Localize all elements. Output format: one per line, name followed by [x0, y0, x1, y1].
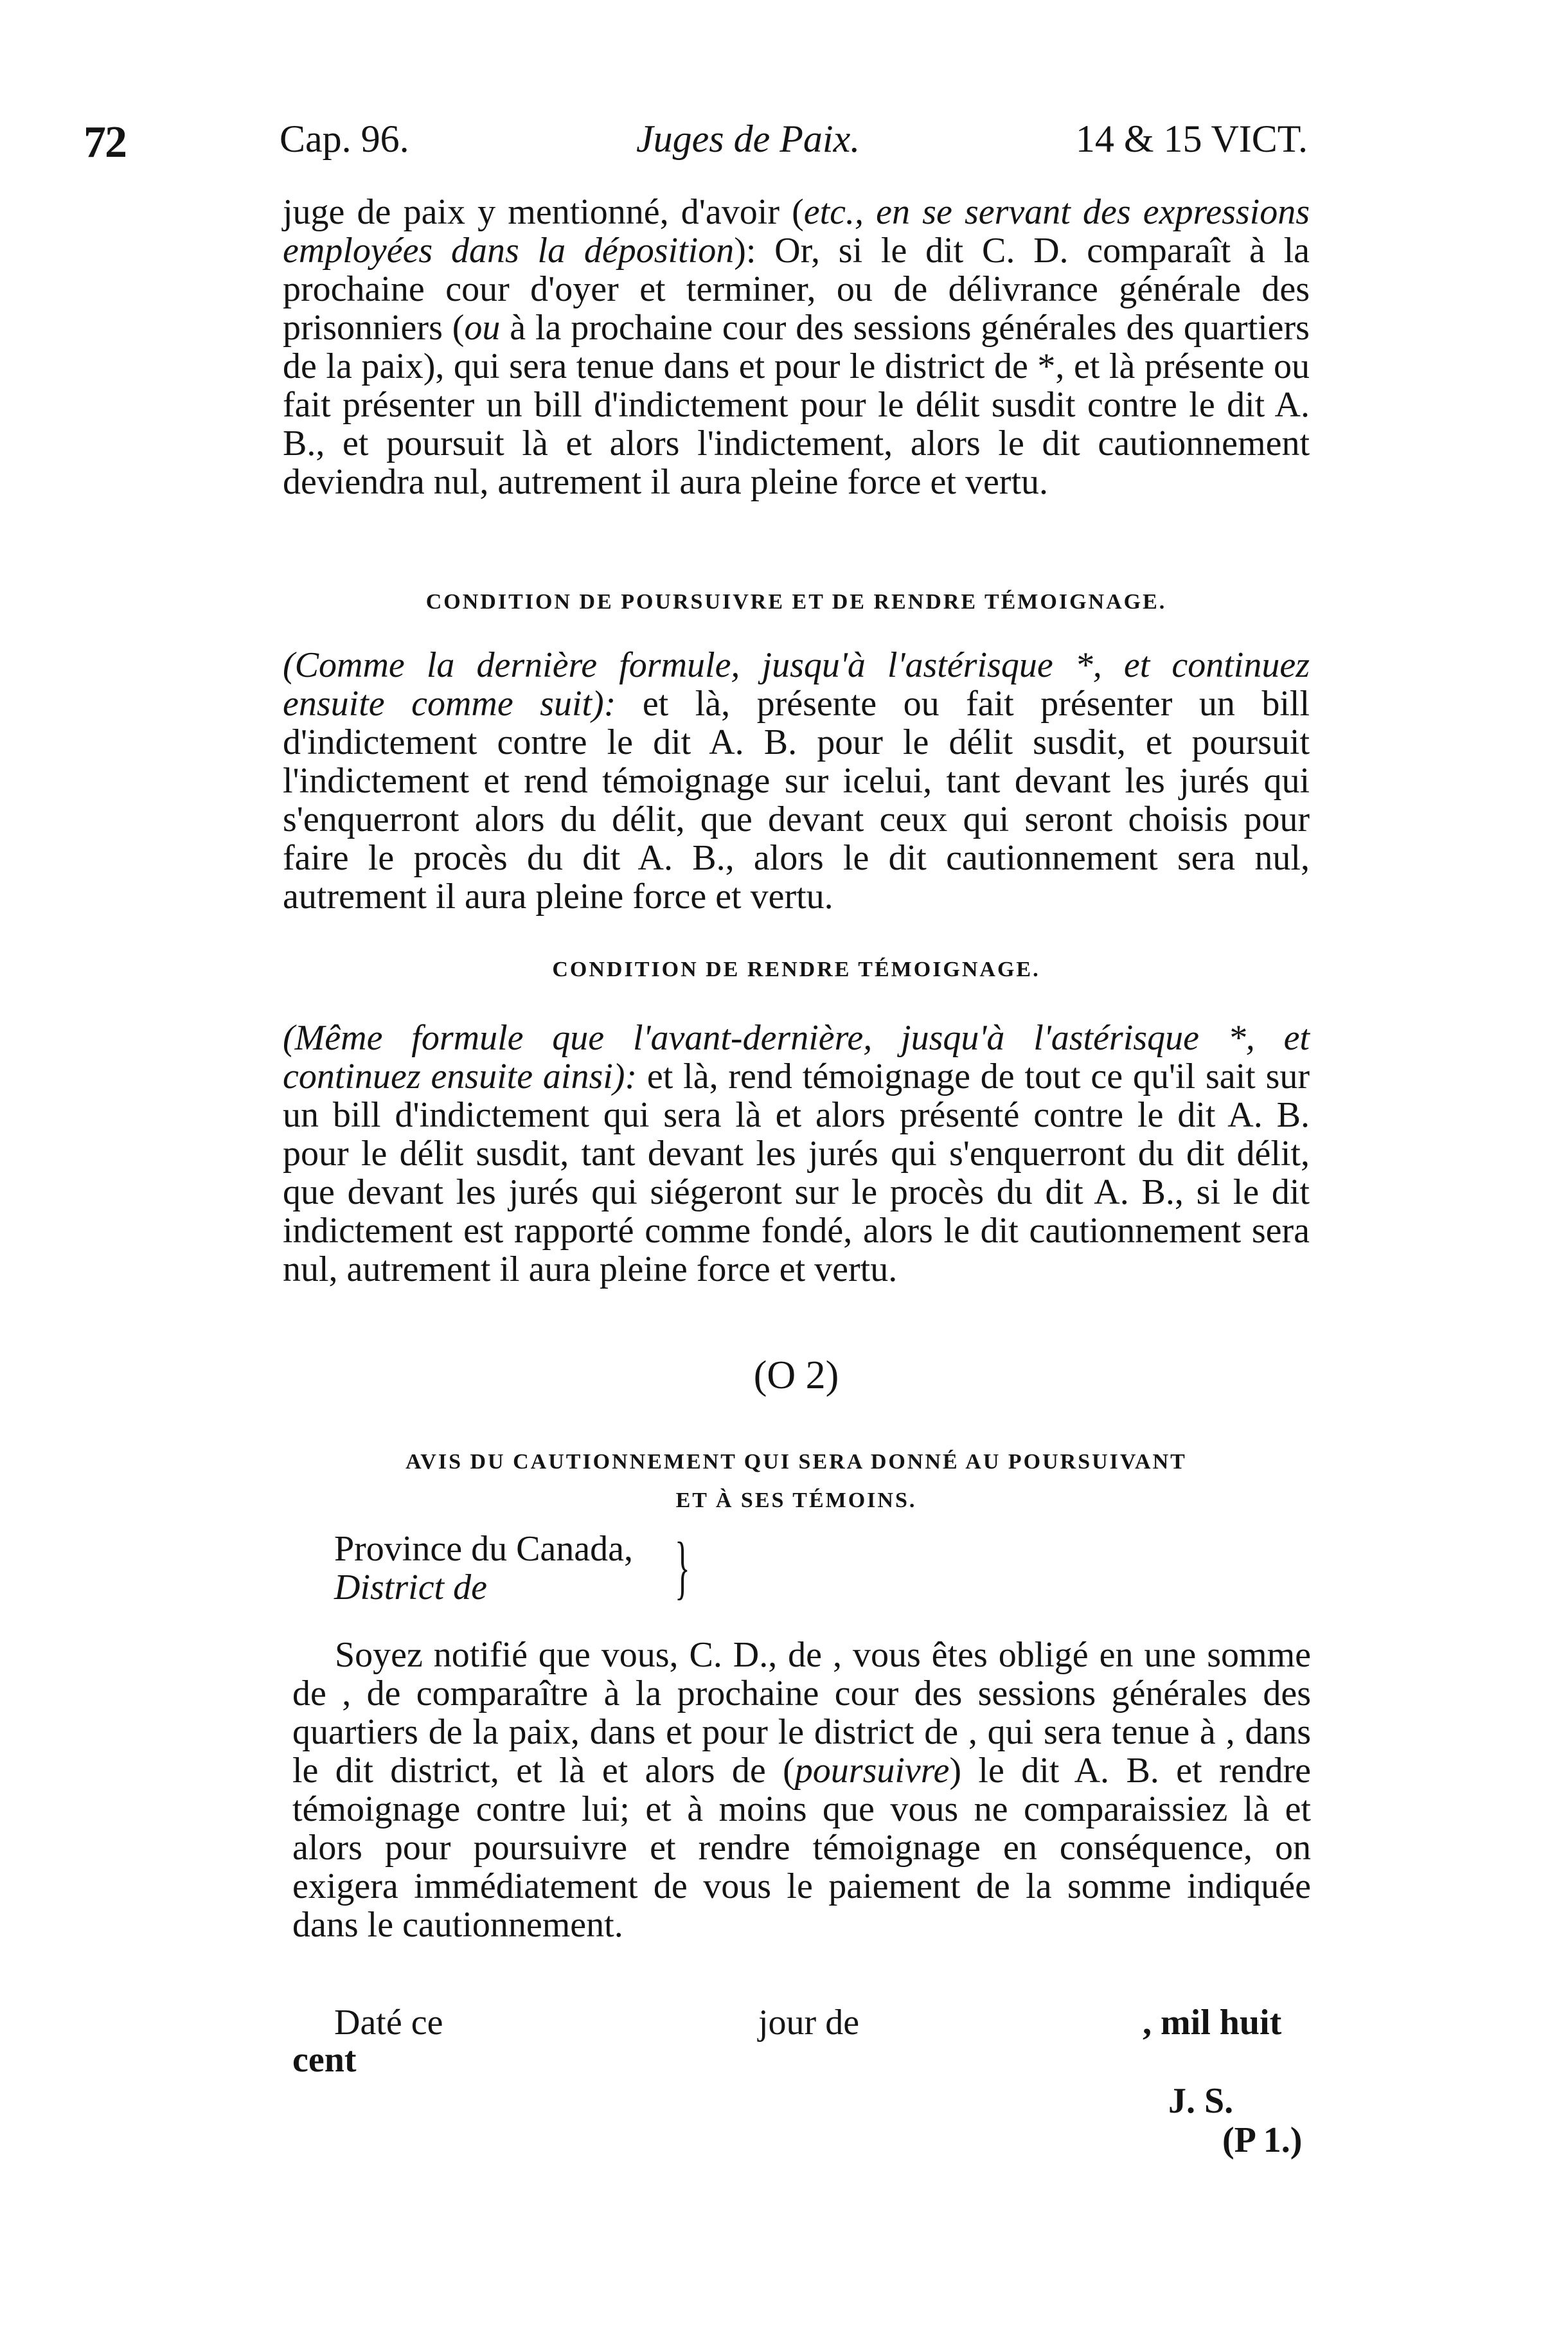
notice-body-paragraph	[292, 1636, 1311, 1944]
para1-text-a: juge de paix y mentionné, d'avoir (	[283, 192, 804, 232]
notice-title-line1: AVIS DU CAUTIONNEMENT QUI SERA DONNÉ AU POURSUIVANT	[405, 1450, 1187, 1474]
day-label: jour de	[758, 2003, 860, 2043]
notice-title	[283, 1443, 1310, 1520]
year-label: , mil huit	[1143, 2003, 1282, 2043]
para1-text-c: à la prochaine cour des sessions générales des quartiers de la paix), qui sera tenue dans et pour le district de *, et là présente ou fait présenter un bill d'indictement pour le délit susdit contre le dit A. B., et poursuit là et alors l'indictement, alors le dit cautionnement deviendra nul, autrement il aura pleine force et vertu.	[283, 308, 1310, 502]
para1-text-b: ): Or, si le dit C. D. comparaît à la prochaine cour d'oyer et terminer, ou de délivrance générale des prisonniers (	[283, 231, 1310, 348]
para3-italic: (Même formule que l'avant-dernière, jusqu'à l'astérisque *, et continuez ensuite ainsi):	[283, 1018, 1310, 1096]
form-code: (O 2)	[753, 1354, 839, 1397]
running-head	[280, 117, 1308, 168]
section-heading-testify: CONDITION DE RENDRE TÉMOIGNAGE.	[552, 958, 1040, 981]
running-head-regnal-year: 14 & 15 VICT.	[1075, 118, 1308, 160]
section-heading-prosecute-and-testify: CONDITION DE POURSUIVRE ET DE RENDRE TÉMOIGNAGE.	[425, 590, 1167, 614]
notice-text-b: ) le dit A. B. et rendre témoignage contre lui; et à moins que vous ne comparaissiez là et alors pour poursuivre et rendre témoignage en conséquence, on exigera immédiatement de vous le paiement de la somme indiquée dans le cautionnement.	[292, 1751, 1311, 1945]
para3-text: et là, rend témoignage de tout ce qu'il sait sur un bill d'indictement qui sera là et alors présenté contre le dit A. B. pour le délit susdit, tant devant les jurés qui s'enquerront du dit délit, que devant les jurés qui siégeront sur le procès du dit A. B., si le dit indictement est rapporté comme fondé, alors le dit cautionnement sera nul, autrement il aura pleine force et vertu.	[283, 1057, 1310, 1289]
venue-caption	[334, 1530, 633, 1607]
notice-title-line2: ET À SES TÉMOINS.	[675, 1488, 917, 1512]
para1-italic-b: ou	[464, 308, 501, 348]
caption-district: District de	[334, 1568, 487, 1607]
para2-text: et là, présente ou fait présenter un bill d'indictement contre le dit A. B. pour le délit susdit, et poursuit l'indictement et rend témoignage sur icelui, tant devant les jurés qui s'enquerront alors du délit, que devant ceux qui seront choisis pour faire le procès du dit A. B., alors le dit cautionnement sera nul, autrement il aura pleine force et vertu.	[283, 684, 1310, 916]
cent-label: cent	[292, 2040, 357, 2080]
notice-italic: poursuivre	[794, 1751, 950, 1791]
dated-label: Daté ce	[334, 2003, 443, 2043]
page-number: 72	[84, 118, 126, 167]
condition-prosecute-paragraph	[283, 646, 1310, 916]
running-head-title: Juges de Paix.	[636, 118, 860, 160]
caption-brace: }	[675, 1528, 690, 1606]
bond-condition-paragraph	[283, 193, 1310, 501]
running-head-chapter: Cap. 96.	[280, 118, 409, 160]
condition-testify-paragraph	[283, 1019, 1310, 1289]
notice-text-a: Soyez notifié que vous, C. D., de , vous êtes obligé en une somme de , de comparaître à la prochaine cour des sessions générales des quartiers de la paix, dans et pour le district de , qui sera tenue à , dans le dit district, et là et alors de (	[292, 1635, 1311, 1791]
para2-italic: (Comme la dernière formule, jusqu'à l'astérisque *, et continuez ensuite comme suit):	[283, 645, 1310, 724]
para1-italic-a: etc., en se servant des expressions employées dans la déposition	[283, 192, 1310, 271]
next-form-code: (P 1.)	[1222, 2120, 1303, 2160]
caption-province: Province du Canada,	[334, 1529, 633, 1569]
signature-initials: J. S.	[1168, 2081, 1234, 2121]
